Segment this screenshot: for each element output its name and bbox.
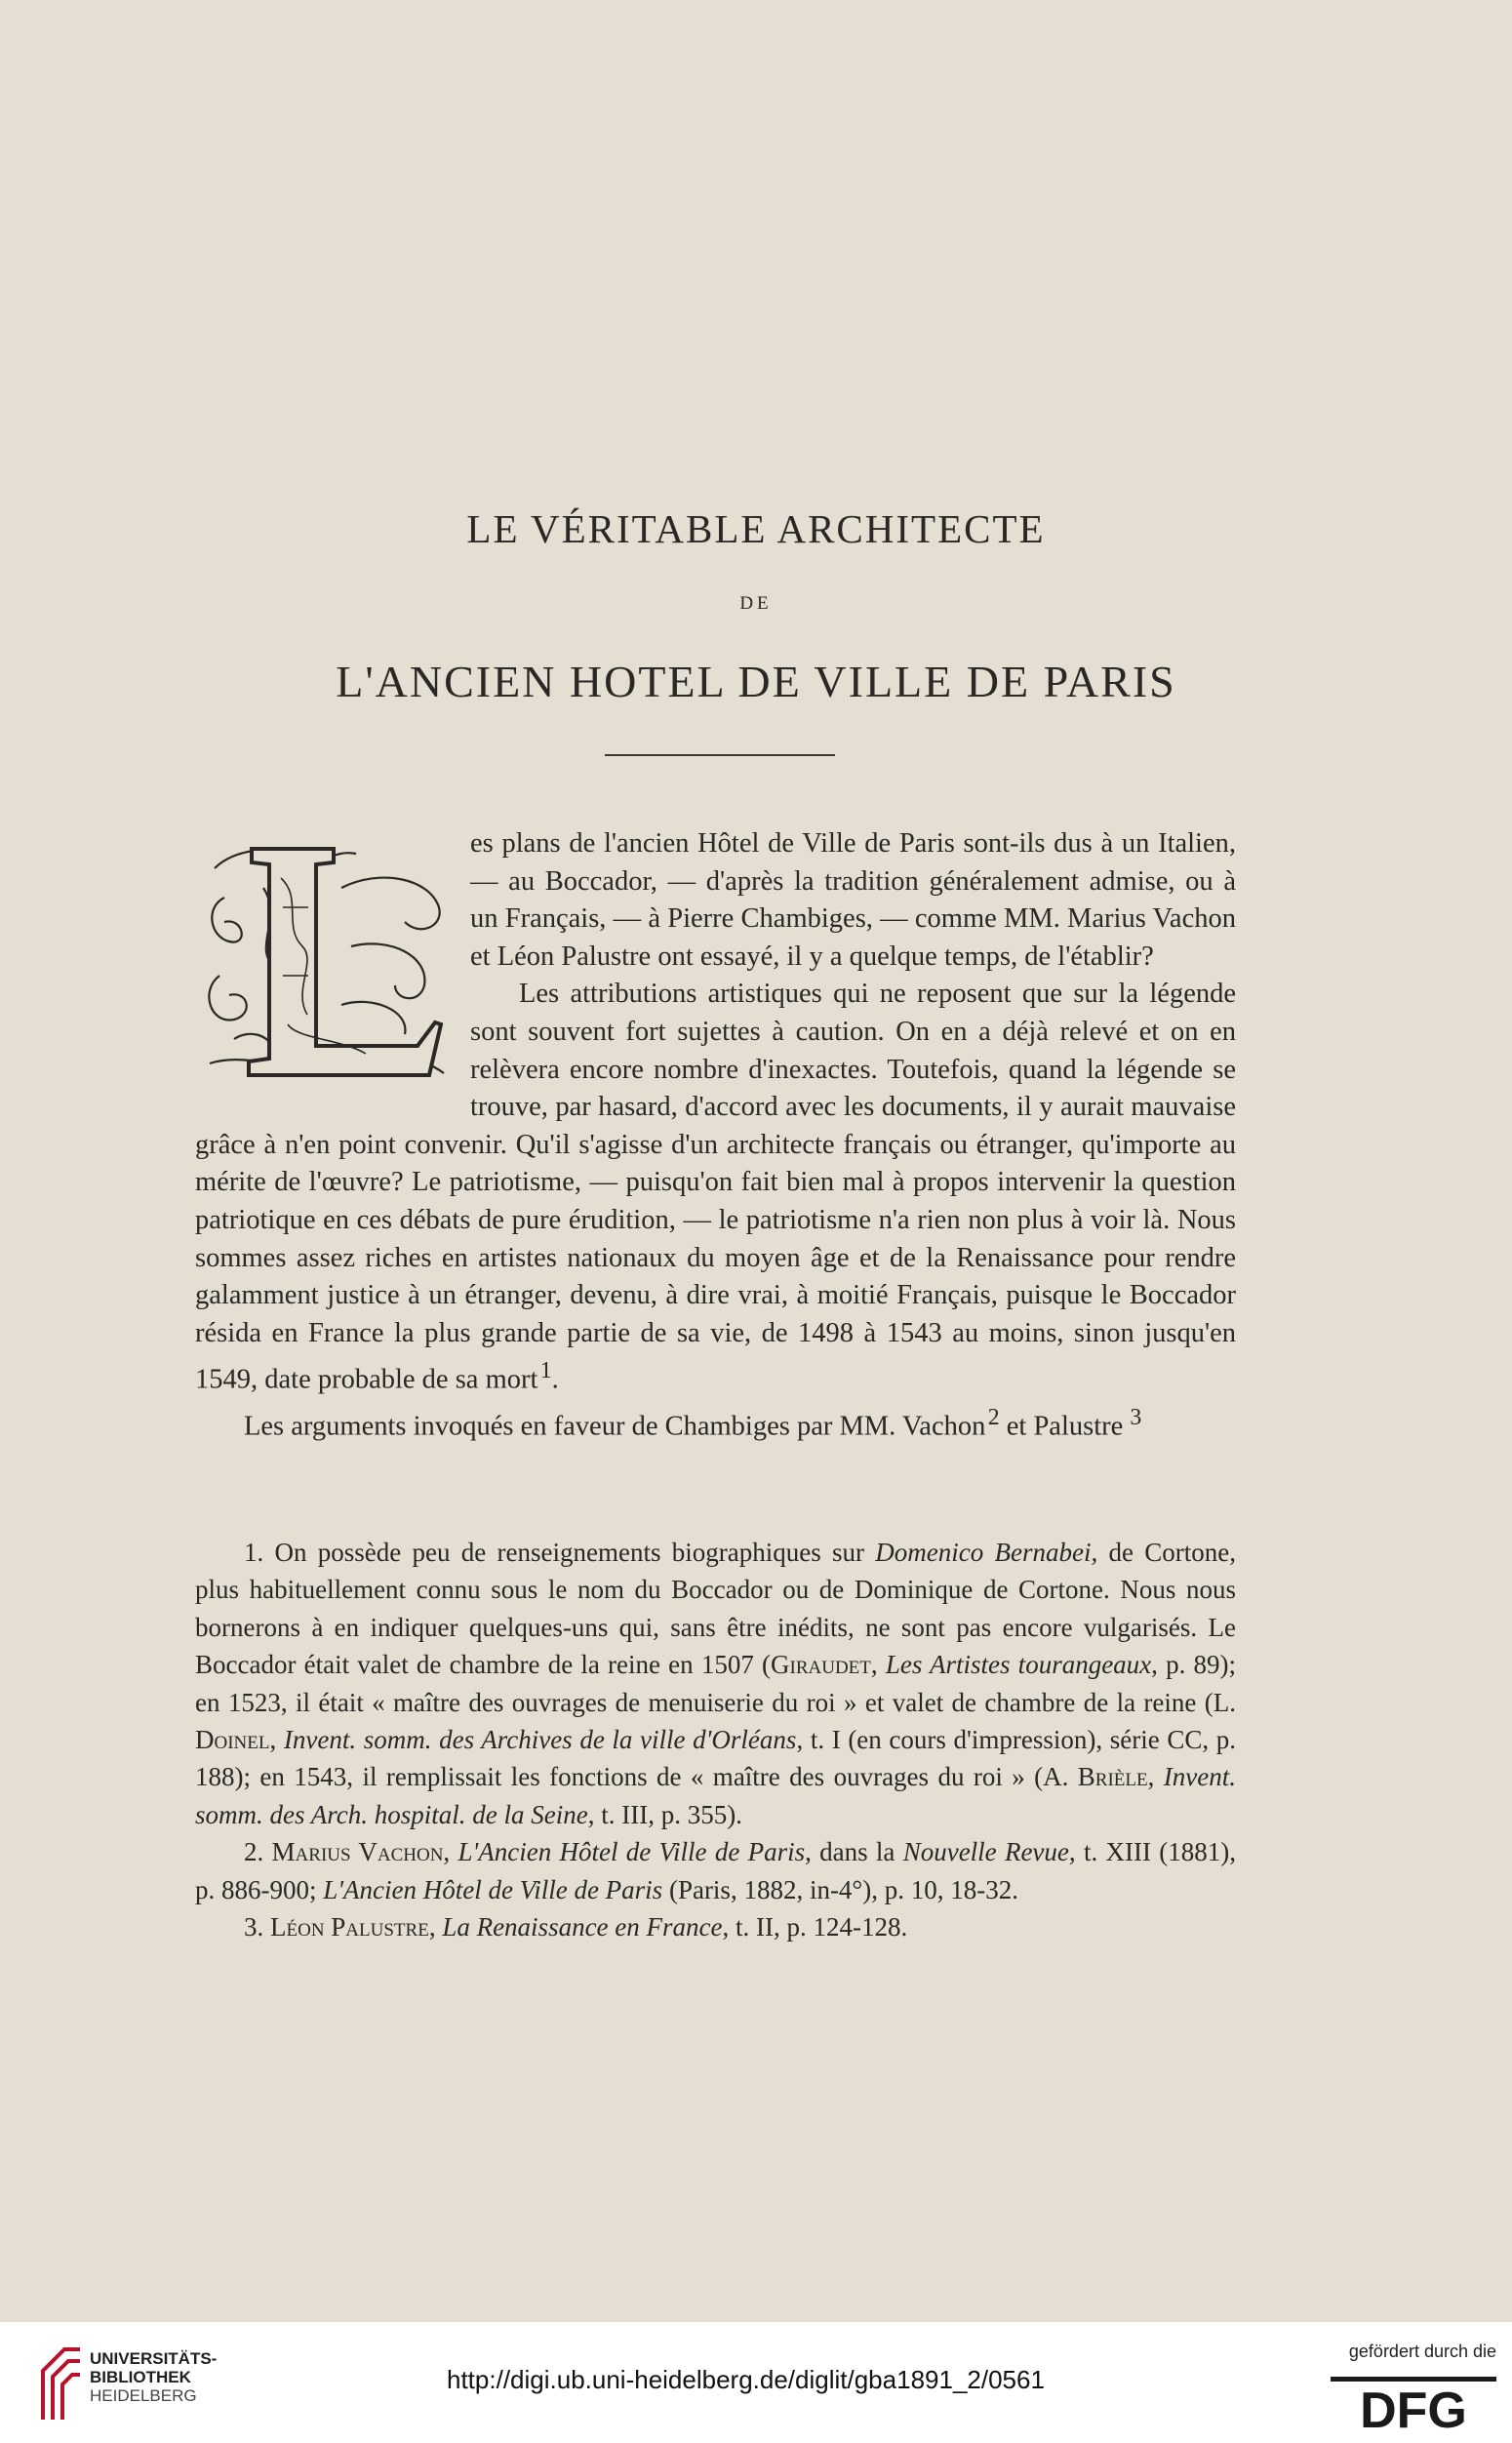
footnote-2: 2. Marius Vachon, L'Ancien Hôtel de Ville de Paris, dans la Nouvelle Revue, t. XIII (1881), p. 886-900; L'Ancien Hôtel de Ville de Paris (Paris, 1882, in-4°), p. 10, 18-32.	[195, 1837, 1236, 1904]
svg-text:DFG: DFG	[1360, 2383, 1467, 2429]
source-url-link[interactable]: http://digi.ub.uni-heidelberg.de/diglit/gba1891_2/0561	[447, 2365, 1045, 2394]
ornamental-dropcap	[195, 829, 453, 1091]
article-title-line1: LE VÉRITABLE ARCHITECTE	[466, 506, 1046, 551]
title-divider	[605, 754, 835, 756]
library-name: UNIVERSITÄTS- BIBLIOTHEK HEIDELBERG	[90, 2349, 218, 2405]
paragraph-3: Les arguments invoqués en faveur de Chambiges par MM. Vachon	[244, 1411, 986, 1442]
paragraph-2: Les attributions artistiques qui ne reposent que sur la légende sont souvent fort sujettes à caution. On en a déjà relevé et on en relèvera encore nombre d'inexactes. Toutefois, quand la légende se trouve, par hasard, d'accord avec les documents, il y aurait mauvaise grâce à n'en point convenir. Qu'il s'agisse d'un architecte français ou étranger, qu'importe au mérite de l'œuvre? Le patriotisme, — puisqu'on fait bien mal à propos intervenir la question patriotique en ces débats de pure érudition, — le patriotisme n'a rien non plus à voir là. Nous sommes assez riches en artistes nationaux du moyen âge et de la Renaissance pour rendre galamment justice à un étranger, devenu, à dire vrai, à moitié Français, puisque le Boccador résida en France la plus grande partie de sa vie, de 1498 à 1543 au moins, sinon jusqu'en 1549, date probable de sa mort	[195, 979, 1236, 1395]
digitization-footer	[0, 2322, 1512, 2443]
footnote-ref-2[interactable]: 2	[987, 1405, 1000, 1431]
article-body: es plans de l'ancien Hôtel de Ville de Paris sont-ils dus à un Italien, — au Boccador, — d'après la tradition généralement admise, ou à un Français, — à Pierre Chambiges, — comme MM. Marius Vachon et Léon Palustre ont essayé, il y a quelque temps, de l'établir? Les attributions artistiques qui ne reposent que sur la légende sont souvent fort sujettes à caution. On en a déjà relevé et on en relèvera encore nombre d'inexactes. Toutefois, quand la légende se trouve, par hasard, d'accord avec les documents, il y aurait mauvaise grâce à n'en point convenir. Qu'il s'agisse d'un architecte français ou étranger, qu'importe au mérite de l'œuvre? Le patriotisme, — puisqu'on fait bien mal à propos intervenir la question patriotique en ces débats de pure érudition, — le patriotisme n'a rien non plus à voir là. Nous sommes assez riches en artistes nationaux du moyen âge et de la Renaissance pour rendre galamment justice à un étranger, devenu, à dire vrai, à moitié Français, puisque le Boccador résida en France la plus grande partie de sa vie, de 1498 à 1543 au moins, sinon jusqu'en 1549, date probable de sa mort $^1$. Les arguments invoqués en faveur de Chambiges par MM. Vachon $^2$ et Palustre $^3$	[195, 828, 1236, 1442]
footnote-3: 3. Léon Palustre, La Renaissance en France, t. II, p. 124-128.	[244, 1912, 908, 1942]
article-title-de: DE	[739, 593, 773, 614]
funding-caption: gefördert durch die	[1348, 2342, 1496, 2361]
footnote-ref-1[interactable]: 1	[539, 1358, 552, 1384]
footnote-ref-3[interactable]: 3	[1130, 1405, 1142, 1431]
footnotes	[195, 1534, 1236, 1945]
library-logo-icon	[35, 2342, 84, 2423]
footnote-1: 1. On possède peu de renseignements biographiques sur Domenico Bernabei, de Cortone, plus habituellement connu sous le nom du Boccador ou de Dominique de Cortone. Nous nous bornerons à en indiquer quelques-uns qui, sans être inédits, ne sont pas encore vulgarisés. Le Boccador était valet de chambre de la reine en 1507 (Giraudet, Les Artistes tourangeaux, p. 89); en 1523, il était « maître des ouvrages de menuiserie du roi » et valet de chambre de la reine (L. Doinel, Invent. somm. des Archives de la ville d'Orléans, t. I (en cours d'impression), série CC, p. 188); en 1543, il remplissait les fonctions de « maître des ouvrages du roi » (A. Brièle, Invent. somm. des Arch. hospital. de la Seine, t. III, p. 355).	[195, 1538, 1237, 1829]
paragraph-1: es plans de l'ancien Hôtel de Ville de Paris sont-ils dus à un Italien, — au Boccador, — d'après la tradition généralement admise, ou à un Français, — à Pierre Chambiges, — comme MM. Marius Vachon et Léon Palustre ont essayé, il y a quelque temps, de l'établir?	[470, 828, 1236, 972]
article-title-line2: L'ANCIEN HOTEL DE VILLE DE PARIS	[336, 657, 1176, 706]
dfg-logo-icon	[1331, 2371, 1496, 2429]
